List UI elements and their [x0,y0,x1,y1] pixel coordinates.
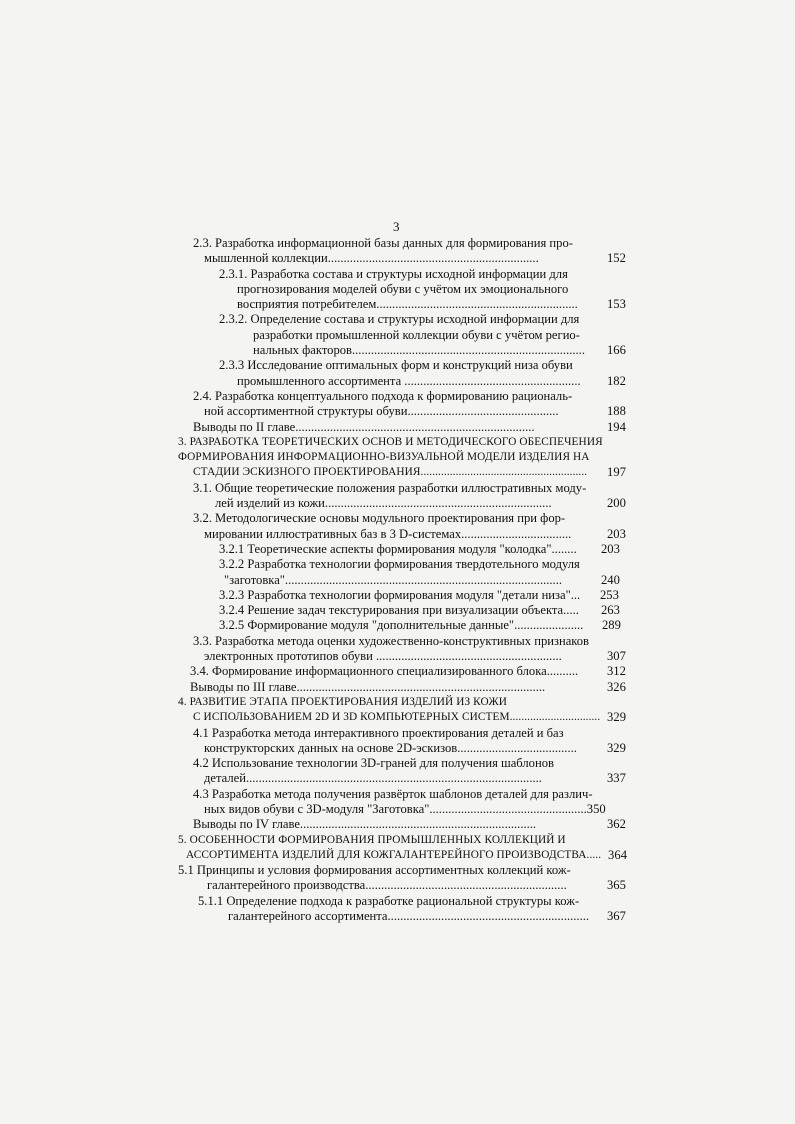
toc-entry-2-3-2 [0,312,795,358]
toc-entry-3-3 [0,634,795,665]
toc-line: электронных прототипов обуви ........................................................... [204,649,562,664]
toc-entry-4-1 [0,726,795,757]
toc-line: лей изделий из кожи........................................................................ [215,496,552,511]
toc-entry-2-3 [0,236,795,267]
toc-entry-5-1 [0,863,795,894]
table-of-contents [0,236,795,924]
toc-line: мировании иллюстративных баз в 3 D-системах................................... [204,526,572,541]
toc-entry-conclusions-4 [0,817,795,832]
toc-entry-3-2-4 [0,603,795,618]
toc-entry-3-2-2 [0,557,795,588]
toc-page-number: 203 [607,526,626,541]
toc-line: 3.1. Общие теоретические положения разработки иллюстративных моду- [193,480,587,495]
toc-page-number: 152 [607,251,626,266]
toc-entry-2-4 [0,389,795,420]
toc-page-number: 367 [607,909,626,924]
toc-entry-3-2 [0,511,795,542]
toc-page-number: 182 [607,373,626,388]
toc-entry-3-2-5 [0,618,795,633]
toc-entry-4-3 [0,787,795,818]
toc-entry-conclusions-2 [0,420,795,435]
toc-page-number: 365 [607,878,626,893]
toc-page-number: 166 [607,343,626,358]
toc-entry-4-2 [0,756,795,787]
toc-entry-3-2-1 [0,542,795,557]
toc-page-number: 289 [602,618,621,633]
toc-page-number: 307 [607,649,626,664]
toc-line: деталей.............................................................................................. [204,771,542,786]
toc-line: 3.2. Методологические основы модульного проектирования при фор- [193,511,566,526]
toc-entry-conclusions-3 [0,680,795,695]
toc-page-number: 263 [601,603,620,618]
toc-page-number: 337 [607,771,626,786]
toc-line: галантерейного ассортимента................................................................ [228,909,590,924]
toc-line: 2.3.1. Разработка состава и структуры исходной информации для [219,266,568,281]
toc-line: 2.4. Разработка концептуального подхода к формированию рациональ- [193,388,573,403]
toc-entry-chapter-5 [0,833,795,864]
toc-entry-chapter-4 [0,695,795,726]
toc-entry-2-3-1 [0,267,795,313]
toc-page-number: 197 [607,465,627,480]
page-number: 3 [393,219,400,234]
toc-line: нальных факторов.......................................................................... [253,343,585,358]
toc-page-number: 240 [601,572,620,587]
toc-line: "заготовка"........................................................................................ [224,572,562,587]
toc-line: промышленного ассортимента ........................................................ [237,373,581,388]
toc-page-number: 326 [607,679,626,694]
toc-line: 3.2.1 Теоретические аспекты формирования модуля "колодка"........ [219,541,577,556]
toc-line: галантерейного производства................................................................ [207,878,567,893]
toc-line: АССОРТИМЕНТА ИЗДЕЛИЙ ДЛЯ КОЖГАЛАНТЕРЕЙНОГО ПРОИЗВОДСТВА..... [186,848,602,861]
toc-entry-3-1 [0,481,795,512]
toc-entry-2-3-3 [0,358,795,389]
toc-line: 5.1 Принципы и условия формирования ассортиментных коллекций кож- [178,863,571,878]
toc-line: 5. ОСОБЕННОСТИ ФОРМИРОВАНИЯ ПРОМЫШЛЕННЫХ КОЛЛЕКЦИЙ И [178,833,566,846]
toc-line: 2.3. Разработка информационной базы данных для формирования про- [193,236,573,250]
toc-line: ных видов обуви с 3D-модуля "Заготовка"..................................................350 [204,801,606,816]
toc-entry-3-2-3 [0,588,795,603]
toc-line: ФОРМИРОВАНИЯ ИНФОРМАЦИОННО-ВИЗУАЛЬНОЙ МОДЕЛИ ИЗДЕЛИЯ НА [178,451,590,464]
toc-entry-5-1-1 [0,894,795,925]
toc-page-number: 188 [607,404,626,419]
toc-line: 3.4. Формирование информационного специализированного блока.......... [190,664,579,679]
toc-line: 3. РАЗРАБОТКА ТЕОРЕТИЧЕСКИХ ОСНОВ И МЕТОДИЧЕСКОГО ОБЕСПЕЧЕНИЯ [178,435,603,448]
toc-page-number: 200 [607,496,626,511]
toc-line: конструкторских данных на основе 2D-эскизов...................................... [204,740,577,755]
toc-line: 2.3.2. Определение состава и структуры исходной информации для [219,312,580,327]
toc-line: мышленной коллекции................................................................... [204,251,539,266]
toc-line: 4.3 Разработка метода получения развёрток шаблонов деталей для различ- [193,786,593,801]
toc-line: Выводы по II главе............................................................................ [193,419,535,434]
toc-page-number: 312 [607,664,626,679]
toc-line: 3.2.3 Разработка технологии формирования модуля "детали низа"... [219,587,581,602]
toc-entry-chapter-3 [0,435,795,481]
toc-page-number: 329 [607,740,626,755]
toc-page-number: 203 [601,541,620,556]
toc-line: 4.1 Разработка метода интерактивного проектирования деталей и баз [193,725,564,740]
toc-page-number: 362 [607,817,626,832]
toc-page-number: 194 [607,419,626,434]
toc-line: С ИСПОЛЬЗОВАНИЕМ 2D И 3D КОМПЬЮТЕРНЫХ СИСТЕМ............................... [193,711,601,724]
toc-page-number: 329 [607,710,627,725]
toc-line: разработки промышленной коллекции обуви с учётом регио- [253,327,580,342]
toc-page-number: 153 [607,297,626,312]
toc-line: ной ассортиментной структуры обуви................................................ [204,404,559,419]
toc-line: Выводы по III главе............................................................................... [190,679,546,694]
toc-line: 4. РАЗВИТИЕ ЭТАПА ПРОЕКТИРОВАНИЯ ИЗДЕЛИЙ ИЗ КОЖИ [178,695,507,708]
toc-line: 4.2 Использование технологии 3D-граней для получения шаблонов [193,756,554,771]
toc-line: 5.1.1 Определение подхода к разработке рациональной структуры кож- [198,893,580,908]
toc-line: восприятия потребителем................................................................ [237,297,578,312]
toc-page-number: 253 [600,587,619,602]
toc-line: 3.2.4 Решение задач текстурирования при визуализации объекта..... [219,603,579,618]
toc-line: 2.3.3 Исследование оптимальных форм и конструкций низа обуви [219,358,573,373]
toc-line: 3.2.5 Формирование модуля "дополнительные данные"...................... [219,618,584,633]
toc-page-number: 364 [608,847,628,862]
toc-line: 3.3. Разработка метода оценки художественно-конструктивных признаков [193,633,590,648]
toc-entry-3-4 [0,664,795,679]
toc-line: СТАДИИ ЭСКИЗНОГО ПРОЕКТИРОВАНИЯ......................................................... [193,466,588,479]
toc-line: Выводы по IV главе........................................................................... [193,817,537,832]
toc-line: прогнозирования моделей обуви с учётом их эмоционального [237,281,569,296]
toc-line: 3.2.2 Разработка технологии формирования твердотельного модуля [219,557,580,572]
